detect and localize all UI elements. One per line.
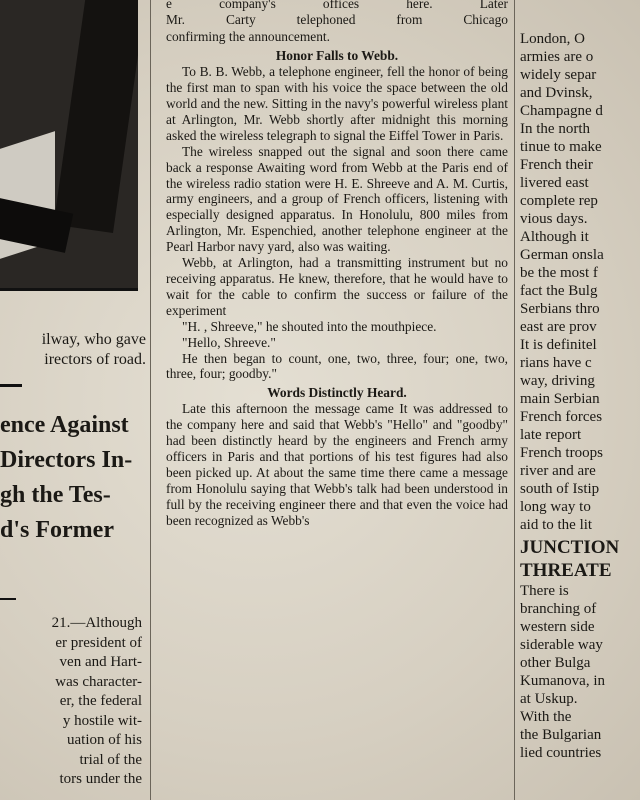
divider [0, 384, 22, 387]
divider [0, 598, 16, 600]
article-text: e company's offices here. Later Mr. Carty telephoned from Chicago confirming the announcement. Honor Falls to Webb. To B. B. Webb, a telephone engineer, fell the honor of being the first man to span with his voice the space between the old world and the new. Sitting in the navy's powerful wireless plant at Arlington, Mr. Webb shortly after midnight this morning asked the wireless telegraph to signal the Eiffel Tower in Paris. The wireless snapped out the signal and soon there came back a response Awaiting word from Webb at the Paris end of the wireless radio station were H. E. Shreeve and A. M. Curtis, army engineers, and a group of French officers, listening with especially designed apparatus. In Honolulu, 800 miles from Arlington, Mr. Espenchied, another telephone engineer at the Pearl Harbor navy yard, also was waiting. Webb, at Arlington, had a transmitting instrument but no receiving apparatus. He knew, therefore, that he would have to wait for the cable to confirm the success or failure of the experiment "H. , Shreeve," he shouted into the mouthpiece. "Hello, Shreeve." He then began to count, one, two, three, four; one, two, three, four; goodby." Words Distinctly Heard. Late this afternoon the message came It was addressed to the company here and said that Webb's "Hello" and "goodby" had been distinctly heard by the engineers and French army officers in Paris and that portions of his test figures had also been picked up. At about the same time there came a message from Honolulu saying that Webb's talk had been understood in full by the receiving engineer there and that even the voice had been recognized as Webb's [166, 0, 508, 528]
paragraph: "H. , Shreeve," he shouted into the mouthpiece. [182, 318, 437, 334]
right-article-text: London, O armies are o widely separ and Dvinsk, Champagne d In the north tinue to make French their livered east complete rep vious days. Although it German onsla be the most f fact the Bulg Serbians thro east are prov It is definitel rians have c way, driving main Serbian French forces late report French troops river and are south of Istip long way to aid to the lit JUNCTION THREATE There is branching of western side siderable way other Bulga Kumanova, in at Uskup. With the the Bulgarian lied countries [520, 30, 640, 762]
right-column [520, 0, 640, 800]
left-article-body: 21.—Although er president of ven and Hart- was character- er, the federal y hostile wit- uation of his trial of the tors under the [51, 615, 142, 787]
section-heading: Words Distinctly Heard. [267, 385, 407, 401]
paragraph: To B. B. Webb, a telephone engineer, fell the honor of being the first man to span with his voice the space between the old world and the new. Sitting in the navy's powerful wireless plant at Arlington, Mr. Webb shortly after midnight this morning asked the wireless telegraph to signal the Eiffel Tower in Paris. [166, 64, 508, 143]
paragraph: Webb, at Arlington, had a transmitting instrument but no receiving apparatus. He knew, therefore, that he would have to wait for the cable to confirm the success or failure of the experiment [166, 255, 508, 318]
column-rule [150, 0, 151, 800]
center-article [166, 0, 508, 800]
portrait-photo [0, 0, 138, 291]
section-heading: Honor Falls to Webb. [275, 48, 399, 64]
paragraph: "Hello, Shreeve." [182, 334, 276, 350]
left-column [0, 0, 146, 800]
column-rule [514, 0, 515, 800]
paragraph: The wireless snapped out the signal and soon there came back a response Awaiting word from Webb at the Paris end of the wireless radio station were H. E. Shreeve and A. M. Curtis, army engineers, and a group of French officers, listening with especially designed apparatus. In Honolulu, 800 miles from Arlington, Mr. Espenchied, another telephone engineer at the Pearl Harbor navy yard, also was waiting. [166, 143, 508, 255]
right-headline: JUNCTION THREATE [520, 537, 620, 581]
photo-caption: ilway, who gave irectors of road. [41, 331, 146, 368]
paragraph: He then began to count, one, two, three, four; one, two, three, four; goodby." [166, 350, 508, 382]
paragraph: Late this afternoon the message came It was addressed to the company here and said that Webb's "Hello" and "goodby" had been distinctly heard by the engineers and French army officers in Paris and that portions of his test figures had also been picked up. At about the same time there came a message from Honolulu saying that Webb's talk had been understood in full by the receiving engineer there and that even the voice had been recognized as Webb's [166, 401, 508, 528]
left-headline: ence Against Directors In- gh the Tes- d's Former [0, 412, 133, 543]
